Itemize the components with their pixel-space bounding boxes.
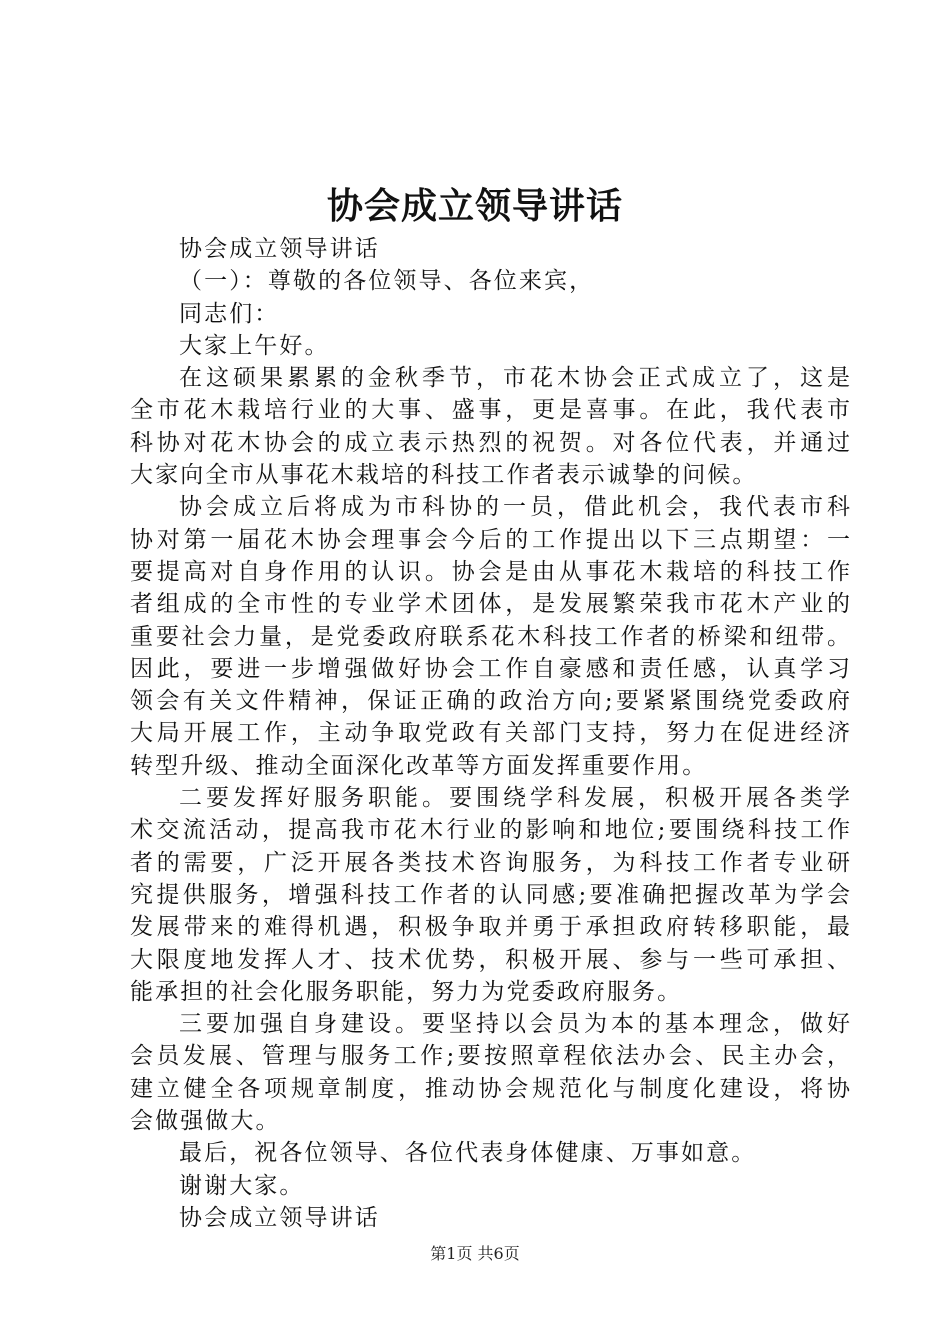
body-line: 科协对花木协会的成立表示热烈的祝贺。对各位代表，并通过 [130,429,850,456]
body-line: 转型升级、推动全面深化改革等方面发挥重要作用。 [130,752,708,779]
body-line: 术交流活动，提高我市花木行业的影响和地位;要围绕科技工作 [130,817,850,844]
body-line: 大家上午好。 [179,332,330,359]
body-line: 三要加强自身建设。要坚持以会员为本的基本理念，做好 [179,1011,850,1038]
document-title: 协会成立领导讲话 [326,186,623,227]
body-line: 领会有关文件精神，保证正确的政治方向;要紧紧围绕党委政府 [130,688,850,715]
body-line: 二要发挥好服务职能。要围绕学科发展，积极开展各类学 [179,785,850,812]
body-line: 能承担的社会化服务职能，努力为党委政府服务。 [130,978,683,1005]
body-line: 者组成的全市性的专业学术团体，是发展繁荣我市花木产业的 [130,591,850,618]
body-line: 大局开展工作，主动争取党政有关部门支持，努力在促进经济 [130,720,850,747]
body-line: 要提高对自身作用的认识。协会是由从事花木栽培的科技工作 [130,558,850,585]
body-line: 协会成立领导讲话 [179,236,380,262]
body-line: 重要社会力量，是党委政府联系花木科技工作者的桥梁和纽带。 [130,623,850,650]
body-line: 大限度地发挥人才、技术优势，积极开展、参与一些可承担、 [130,946,850,973]
body-line: 最后，祝各位领导、各位代表身体健康、万事如意。 [179,1140,757,1167]
document-body [130,233,850,1234]
body-line: 协会成立领导讲话 [179,1204,380,1231]
body-line: 协会成立后将成为市科协的一员，借此机会，我代表市科 [179,494,850,521]
body-line: 协对第一届花木协会理事会今后的工作提出以下三点期望：一 [130,526,850,553]
body-line: 谢谢大家。 [179,1172,305,1199]
body-line: 究提供服务，增强科技工作者的认同感;要准确把握改革为学会 [130,881,850,908]
page-footer: 第1页 共6页 [430,1244,520,1263]
body-line: 在这硕果累累的金秋季节，市花木协会正式成立了，这是 [179,365,850,392]
body-line: 因此，要进一步增强做好协会工作自豪感和责任感，认真学习 [130,655,850,682]
body-line: 建立健全各项规章制度，推动协会规范化与制度化建设，将协 [130,1075,850,1102]
body-line: 发展带来的难得机遇，积极争取并勇于承担政府转移职能，最 [130,914,850,941]
body-line: 会员发展、管理与服务工作;要按照章程依法办会、民主办会， [130,1043,850,1070]
body-line: 大家向全市从事花木栽培的科技工作者表示诚挚的问候。 [130,462,758,489]
body-line: 者的需要，广泛开展各类技术咨询服务，为科技工作者专业研 [130,849,850,876]
body-line: 会做强做大。 [130,1108,281,1135]
body-line: 同志们： [179,300,280,327]
body-line: （一）：尊敬的各位领导、各位来宾， [179,268,595,295]
body-line: 全市花木栽培行业的大事、盛事，更是喜事。在此，我代表市 [130,397,850,424]
